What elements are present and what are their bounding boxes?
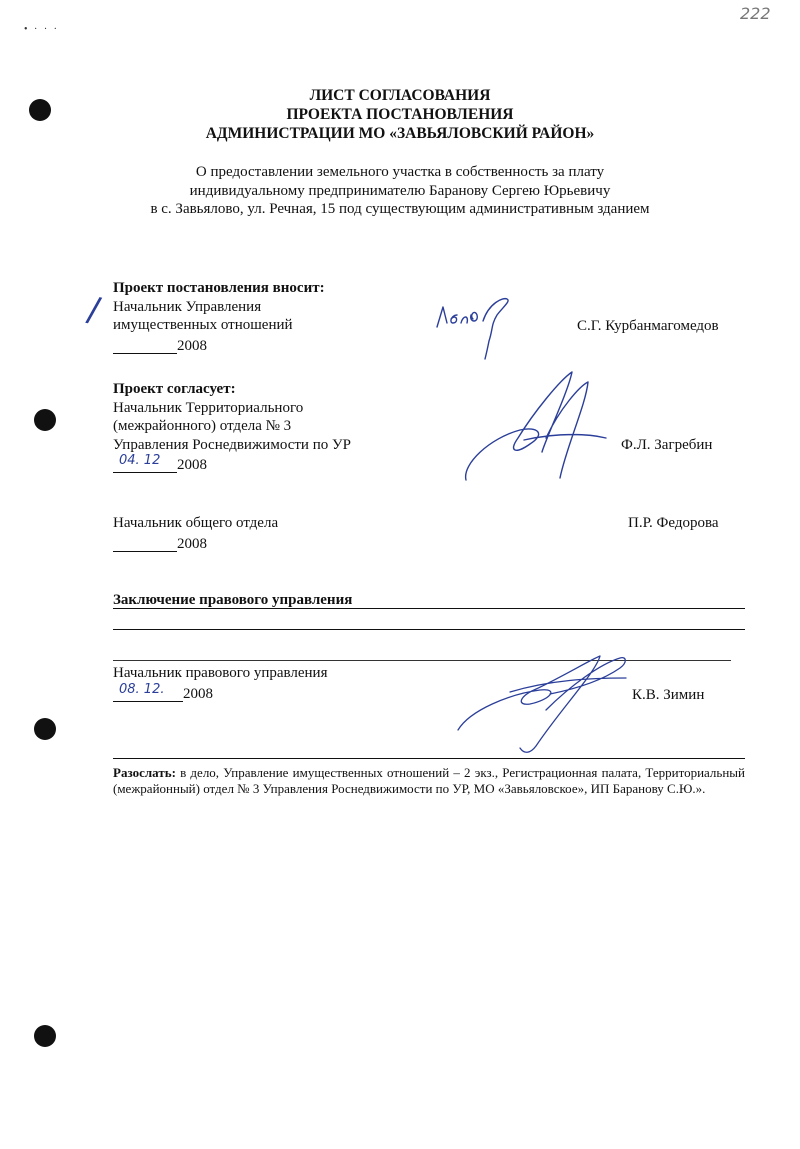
subject-line-2: индивидуальному предпринимателю Баранову Сергею Юрьевичу — [189, 182, 611, 199]
legal-block — [113, 664, 327, 703]
legal-signature — [450, 650, 640, 760]
title-line-3: АДМИНИСТРАЦИИ МО «ЗАВЬЯЛОВСКИЙ РАЙОН» — [205, 125, 595, 142]
subject-line-3: в с. Завьялово, ул. Речная, 15 под существующим административным зданием — [150, 201, 650, 217]
legal-name: К.В. Зимин — [632, 687, 705, 703]
introducer-name: С.Г. Курбанмагомедов — [577, 318, 719, 334]
date-year: 2008 — [177, 337, 207, 354]
legal-position: Начальник правового управления — [113, 665, 328, 681]
legal-heading: Заключение правового управления — [113, 592, 353, 608]
date-blank — [113, 453, 177, 473]
distribution-label: Разослать: — [113, 765, 176, 780]
subject-line-1: О предоставлении земельного участка в собственность за плату — [195, 164, 605, 180]
date-blank — [113, 681, 183, 702]
punch-hole-3 — [34, 718, 56, 740]
introducer-signature — [433, 293, 523, 373]
distribution — [113, 765, 745, 797]
punch-hole-2 — [34, 409, 56, 431]
approver2-name: П.Р. Федорова — [628, 515, 719, 531]
top-marks: • · · · — [24, 24, 59, 35]
approver1-position-line-3: Управления Роснедвижимости по УР — [113, 436, 351, 453]
title-line-2: ПРОЕКТА ПОСТАНОВЛЕНИЯ — [286, 106, 514, 123]
approver1-name: Ф.Л. Загребин — [621, 437, 713, 453]
approver2-date — [113, 535, 278, 554]
approver1-position-line-1: Начальник Территориального — [113, 399, 304, 416]
title-line-1: ЛИСТ СОГЛАСОВАНИЯ — [309, 87, 491, 104]
approver1-block — [113, 380, 351, 475]
date-blank — [113, 537, 177, 552]
legal-rule-1 — [113, 608, 745, 609]
punch-hole-4 — [34, 1025, 56, 1047]
date-year: 2008 — [177, 457, 207, 473]
introducer-block — [113, 279, 325, 355]
introducer-position-line-1: Начальник Управления — [113, 298, 262, 315]
legal-rule-2 — [113, 629, 745, 630]
approver1-signature — [460, 368, 610, 488]
date-blank — [113, 339, 177, 354]
approver2-block — [113, 514, 278, 553]
margin-mark: / — [83, 289, 104, 331]
approver1-date — [113, 453, 351, 475]
date-year: 2008 — [177, 535, 207, 552]
legal-date — [113, 681, 327, 704]
approver1-position-line-2: (межрайонного) отдела № 3 — [113, 418, 292, 434]
distribution-text: в дело, Управление имущественных отношений – 2 экз., Регистрационная палата, Территориальный (межрайонный) отдел № 3 Управления Роснедвижимости по УР, МО «Завьяловское», ИП Баранову С.Ю.». — [113, 765, 745, 796]
document-title — [0, 86, 800, 143]
approver1-heading: Проект согласует: — [113, 381, 236, 397]
introducer-date — [113, 337, 325, 356]
introducer-position-line-2: имущественных отношений — [113, 317, 293, 333]
introducer-heading: Проект постановления вносит: — [113, 280, 325, 296]
handwritten-date: 04. 12 — [119, 453, 161, 468]
page-number: 222 — [740, 4, 771, 23]
distribution-rule — [113, 758, 745, 759]
handwritten-date: 08. 12. — [119, 681, 165, 697]
document-subject — [0, 163, 800, 219]
approver2-position: Начальник общего отдела — [113, 515, 279, 531]
date-year: 2008 — [183, 685, 213, 702]
